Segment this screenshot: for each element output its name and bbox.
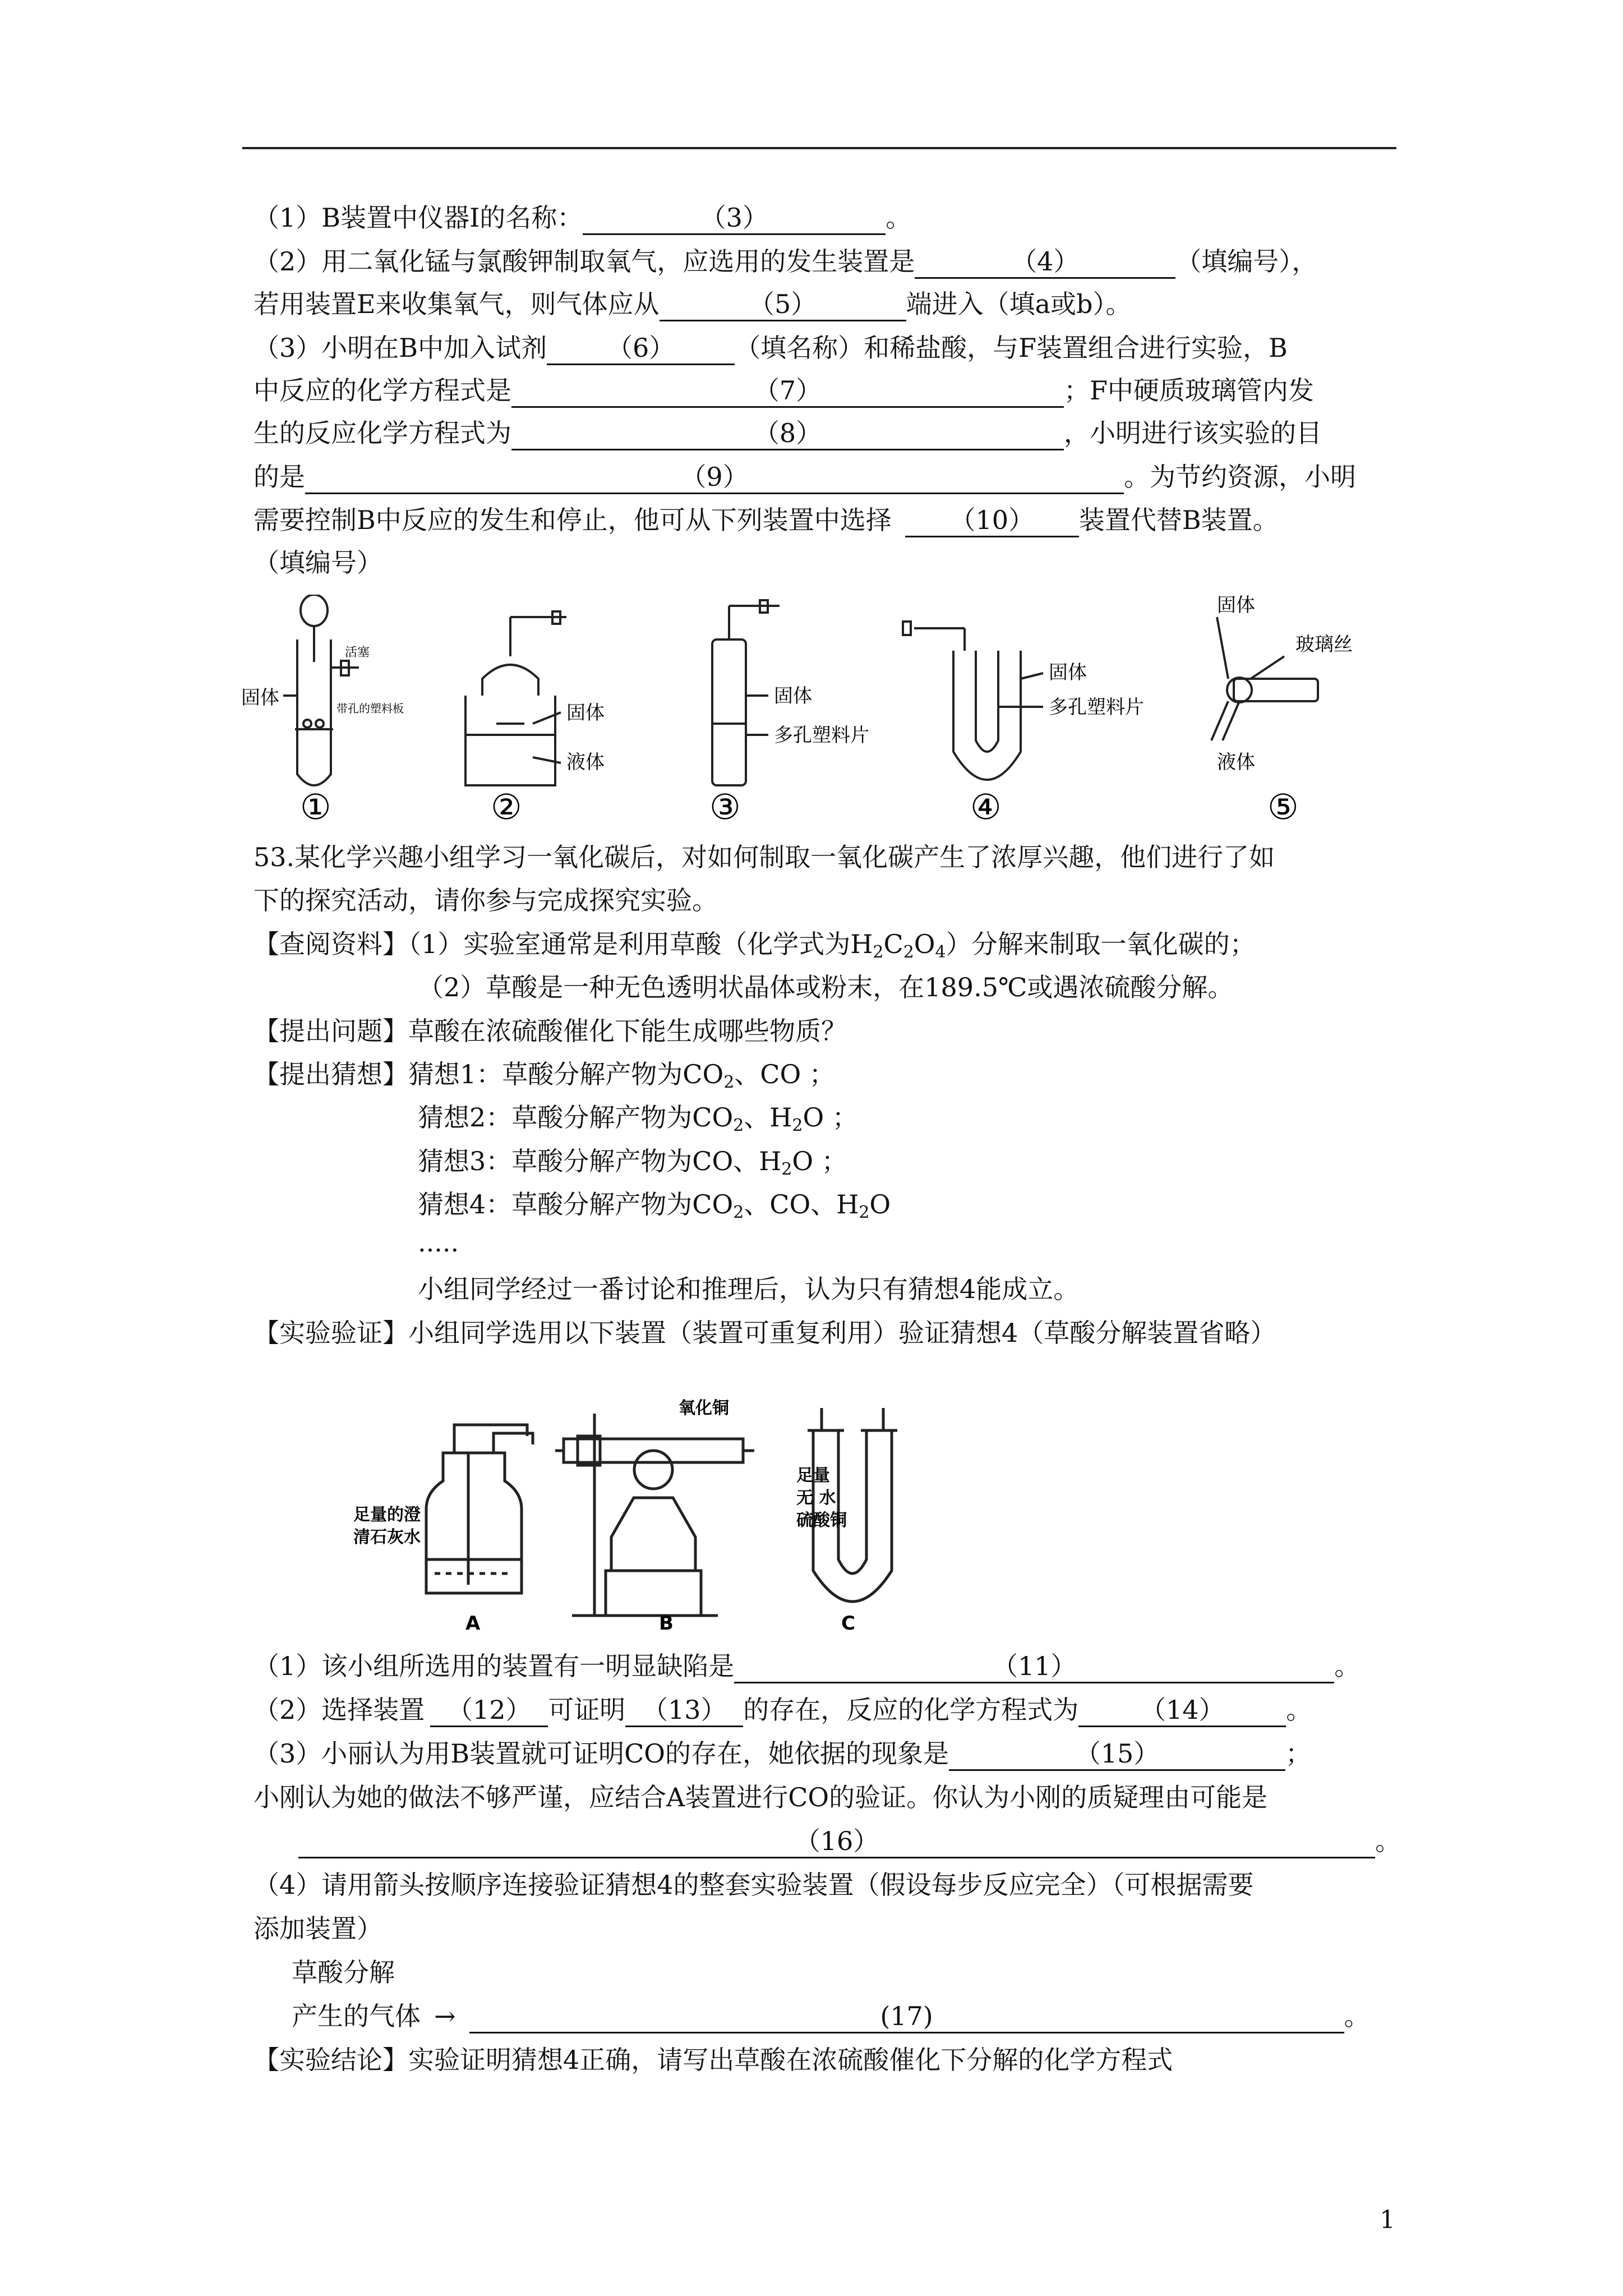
q53-intro-1: 53.某化学兴趣小组学习一氧化碳后，对如何制取一氧化碳产生了浓厚兴趣，他们进行了如 — [253, 842, 1275, 872]
device-5-wire-label: 玻璃丝 — [1295, 633, 1353, 656]
gas-source-line-1: 草酸分解 — [292, 1957, 395, 1987]
info-line-2: （2）草酸是一种无色透明状晶体或粉末，在189.5℃或遇浓硫酸分解。 — [418, 972, 1234, 1002]
device-a-letter: A — [465, 1612, 481, 1635]
device-1-solid-label: 固体 — [241, 687, 279, 709]
device-c-label-1: 足量 — [796, 1466, 830, 1485]
device-a-diagram — [426, 1425, 533, 1593]
blank-16[interactable]: （16） — [298, 1825, 1375, 1858]
blank-7[interactable]: （7） — [511, 375, 1064, 408]
device-1-diagram — [283, 595, 359, 785]
blank-11[interactable]: （11） — [734, 1650, 1334, 1683]
device-4-plate-label: 多孔塑料片 — [1049, 696, 1144, 719]
blank-3[interactable]: （3） — [583, 202, 886, 235]
guess-3: 猜想3：草酸分解产物为CO、$H_2O$ ； — [418, 1146, 847, 1179]
q52-line-7: 的是 （9） 。为节约资源，小明 — [253, 460, 1356, 494]
device-4-number: ④ — [970, 786, 1002, 827]
device-b-label: 氧化铜 — [679, 1398, 729, 1418]
q52-line-8: 需要控制B中反应的发生和停止，他可从下列装置中选择 （10） 装置代替B装置。 — [253, 503, 1279, 537]
q53-part-3b: 小刚认为她的做法不够严谨，应结合A装置进行CO的验证。你认为小刚的质疑理由可能是 — [253, 1782, 1268, 1812]
verify-line: 【实验验证】小组同学选用以下装置（装置可重复利用）验证猜想4（草酸分解装置省略） — [253, 1318, 1276, 1348]
q53-part-3c: （16） 。 — [253, 1824, 1401, 1858]
device-4-diagram — [903, 622, 1043, 780]
info-line-1: 【查阅资料】（1）实验室通常是利用草酸（化学式为$H_2C_2O_4$）分解来制取一氧化碳的； — [253, 929, 1256, 962]
blank-15[interactable]: （15） — [949, 1738, 1285, 1771]
q52-line-5: 中反应的化学方程式是 （7） ；F中硬质玻璃管内发 — [253, 374, 1314, 408]
q53-part-3: （3）小丽认为用B装置就可证明CO的存在，她依据的现象是 （15） ； — [253, 1737, 1311, 1771]
blank-6[interactable]: （6） — [547, 332, 735, 365]
guess-1: 【提出猜想】猜想1：草酸分解产物为$CO_2$、CO ； — [253, 1059, 835, 1092]
device-1-clip-label: 活塞 — [345, 646, 370, 660]
device-4-solid-label: 固体 — [1049, 661, 1087, 684]
q53-part-4c: 产生的气体 → (17) 。 — [292, 1999, 1370, 2033]
conclusion-line: 【实验结论】实验证明猜想4正确，请写出草酸在浓硫酸催化下分解的化学方程式 — [253, 2045, 1173, 2075]
q53-intro-2: 下的探究活动，请你参与完成探究实验。 — [253, 885, 718, 915]
device-2-solid-label: 固体 — [566, 702, 605, 724]
device-5-liquid-label: 液体 — [1217, 751, 1255, 774]
device-c-label-3: 硫酸铜 — [796, 1511, 847, 1530]
blank-8[interactable]: （8） — [511, 417, 1064, 450]
q52-line-1: （1）B装置中仪器Ⅰ的名称： （3） 。 — [253, 201, 911, 235]
device-5-solid-label: 固体 — [1217, 595, 1255, 616]
q52-line-6: 生的反应化学方程式为 （8） ，小明进行该实验的目 — [253, 416, 1322, 450]
group-conclusion: 小组同学经过一番讨论和推理后，认为只有猜想4能成立。 — [418, 1274, 1080, 1304]
device-1-number: ① — [300, 786, 331, 827]
device-3-solid-label: 固体 — [774, 685, 812, 707]
blank-10[interactable]: （10） — [905, 504, 1079, 537]
q53-part-1: （1）该小组所选用的装置有一明显缺陷是 （11） 。 — [253, 1649, 1360, 1683]
device-c-label-2: 无 水 — [796, 1488, 836, 1508]
q52-line-9: （填编号） — [253, 547, 382, 578]
guess-4: 猜想4：草酸分解产物为$CO_2$、CO、$H_2O$ — [418, 1189, 891, 1222]
device-b-diagram — [555, 1414, 754, 1616]
device-2-diagram — [465, 611, 566, 785]
device-3-plate-label: 多孔塑料片 — [774, 724, 869, 747]
blank-12[interactable]: （12） — [430, 1694, 548, 1727]
device-3-diagram — [712, 600, 780, 785]
device-3-number: ③ — [709, 786, 741, 827]
q53-part-4b: 添加装置） — [253, 1913, 382, 1944]
apparatus-figure-1 — [241, 595, 1396, 830]
device-a-label-2: 清石灰水 — [353, 1527, 421, 1547]
question-line: 【提出问题】草酸在浓硫酸催化下能生成哪些物质？ — [253, 1016, 847, 1046]
device-5-number: ⑤ — [1267, 786, 1299, 827]
blank-17[interactable]: (17) — [469, 2000, 1344, 2033]
guess-ellipsis: ..... — [418, 1227, 459, 1258]
device-b-letter: B — [659, 1612, 674, 1635]
header-rule — [242, 147, 1396, 149]
q53-part-4a: （4）请用箭头按顺序连接验证猜想4的整套实验装置（假设每步反应完全）（可根据需要 — [253, 1870, 1254, 1900]
q52-line-2: （2）用二氧化锰与氯酸钾制取氧气，应选用的发生装置是 （4） （填编号）， — [253, 245, 1317, 279]
blank-4[interactable]: （4） — [915, 246, 1175, 279]
q52-line-3: 若用装置E来收集氧气，则气体应从 （5） 端进入（填a或b）。 — [253, 287, 1131, 321]
guess-2: 猜想2：草酸分解产物为$CO_2$、$H_2O$ ； — [418, 1102, 858, 1135]
device-2-liquid-label: 液体 — [566, 751, 605, 774]
device-c-letter: C — [841, 1612, 855, 1635]
q52-line-4: （3）小明在B中加入试剂 （6） （填名称）和稀盐酸，与F装置组合进行实验，B — [253, 331, 1288, 365]
arrow-icon: → — [434, 2001, 456, 2031]
q53-part-2: （2）选择装置 （12） 可证明 （13） 的存在，反应的化学方程式为 （14） 。 — [253, 1693, 1312, 1727]
apparatus-figure-2 — [348, 1391, 976, 1638]
blank-13[interactable]: （13） — [625, 1694, 743, 1727]
blank-5[interactable]: （5） — [660, 288, 906, 321]
device-1-plate-label: 带孔的塑料板 — [336, 702, 404, 715]
device-2-number: ② — [491, 786, 522, 827]
blank-9[interactable]: （9） — [305, 461, 1124, 494]
page-number: 1 — [1380, 2206, 1395, 2234]
blank-14[interactable]: （14） — [1078, 1694, 1286, 1727]
device-a-label-1: 足量的澄 — [353, 1505, 421, 1525]
